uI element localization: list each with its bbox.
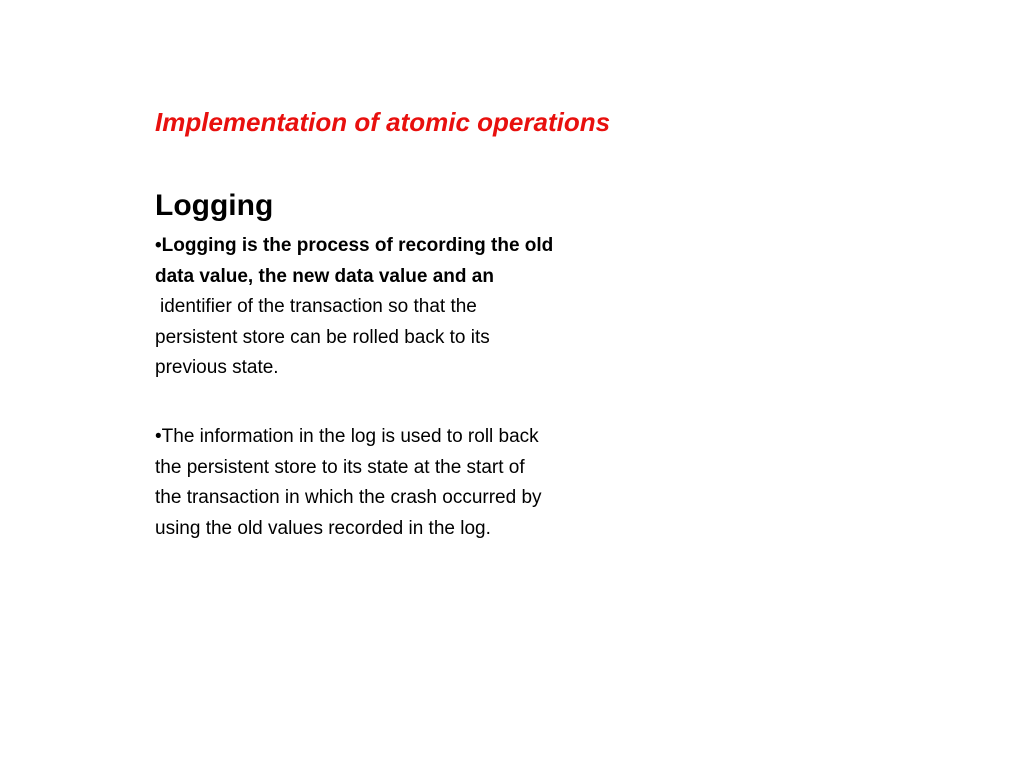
bullet-2-line: using the old values recorded in the log. (155, 517, 491, 539)
bullet-2-line: the transaction in which the crash occurred by (155, 487, 542, 508)
bullet-1-line: •Logging is the process of recording the old (155, 235, 554, 256)
slide-title: Implementation of atomic operations (155, 107, 611, 137)
bullet-paragraph-2 (155, 422, 655, 544)
bullet-paragraph-1 (155, 231, 655, 384)
bullet-1-line: data value, the new data value and an (155, 265, 494, 287)
bullet-1-line: persistent store can be rolled back to its (155, 326, 490, 348)
section-heading: Logging (155, 189, 274, 222)
bullet-2-line: the persistent store to its state at the start of (155, 456, 525, 478)
bullet-1-line: previous state. (155, 357, 279, 378)
bullet-1-line: identifier of the transaction so that the (160, 296, 477, 317)
bullet-2-line: •The information in the log is used to roll back (155, 426, 539, 447)
